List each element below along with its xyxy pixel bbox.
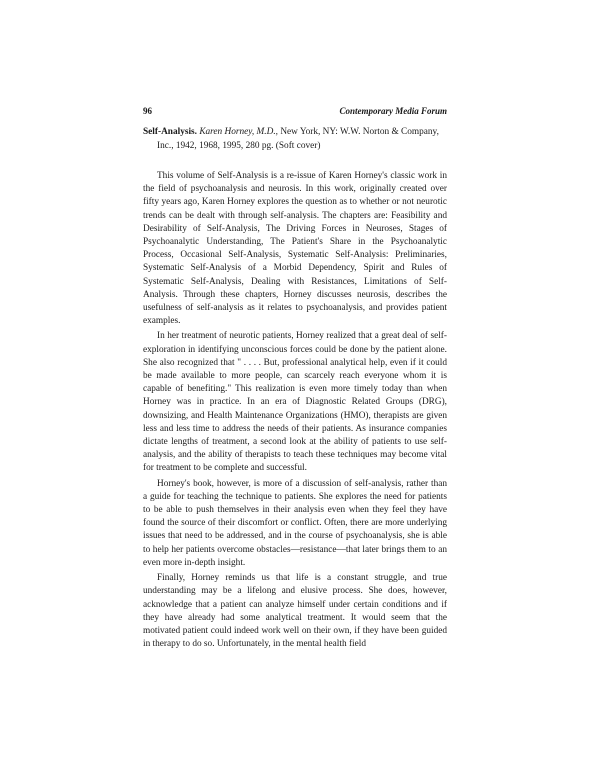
book-author: Karen Horney, M.D., — [199, 127, 278, 137]
paragraph-1: This volume of Self-Analysis is a re-issue of Karen Horney's classic work in the field of psychoanalysis and neurosis. In this work, originally created over fifty years ago, Karen Horney explores the question as to whether or not neurotic trends can be dealt with through self-analysis. The chapters are: Feasibility and Desirability of Self-Analysis, The Driving Forces in Neuroses, Stages of Psychoanalytic Understanding, The Patient's Share in the Psychoanalytic Process, Occasional Self-Analysis, Systematic Self-Analysis: Preliminaries, Systematic Self-Analysis of a Morbid Dependency, Spirit and Rules of Systematic Self-Analysis, Dealing with Resistances, Limitations of Self-Analysis. Through these chapters, Horney discusses neurosis, describes the usefulness of self-analysis as it relates to psychoanalysis, and provides patient examples. — [143, 171, 447, 327]
page-number: 96 — [143, 106, 152, 116]
journal-title: Contemporary Media Forum — [339, 106, 447, 116]
review-body — [143, 170, 447, 653]
book-citation — [143, 126, 447, 153]
running-head — [143, 104, 447, 118]
paragraph-2: In her treatment of neurotic patients, Horney realized that a great deal of self-exploration in identifying unconscious forces could be done by the patient alone. She also recognized that " . . . . But, professional analytical help, even if it could be made available to more people, can scarcely reach everyone whom it is capable of benefiting." This realization is even more timely today than when Horney was in practice. In an era of Diagnostic Related Groups (DRG), downsizing, and Health Maintenance Organizations (HMO), therapists are given less and less time to address the needs of their patients. As insurance companies dictate lengths of treatment, a second look at the ability of patients to use self-analysis, and the ability of therapists to teach these techniques may become vital for treatment to be complete and successful. — [143, 331, 447, 474]
paragraph-3: Horney's book, however, is more of a discussion of self-analysis, rather than a guide for teaching the technique to patients. She explores the need for patients to be able to push themselves in their analysis even when they feel they have found the source of their discomfort or conflict. Often, there are more underlying issues that need to be addressed, and in the course of psychoanalysis, she is able to help her patients overcome obstacles—resistance—that later brings them to an even more in-depth insight. — [143, 478, 447, 568]
book-publisher: New York, NY: W.W. Norton & Company, Inc., 1942, 1968, 1995, 280 pg. (Soft cover) — [157, 127, 439, 151]
paragraph-4: Finally, Horney reminds us that life is a constant struggle, and true understanding may be a lifelong and elusive process. She does, however, acknowledge that a patient can analyze himself under certain conditions and if they have already had some analytical treatment. It would seem that the motivated patient could indeed work well on their own, if they have been guided in therapy to do so. Unfortunately, in the mental health field — [143, 573, 447, 650]
book-title: Self-Analysis. — [143, 127, 197, 137]
